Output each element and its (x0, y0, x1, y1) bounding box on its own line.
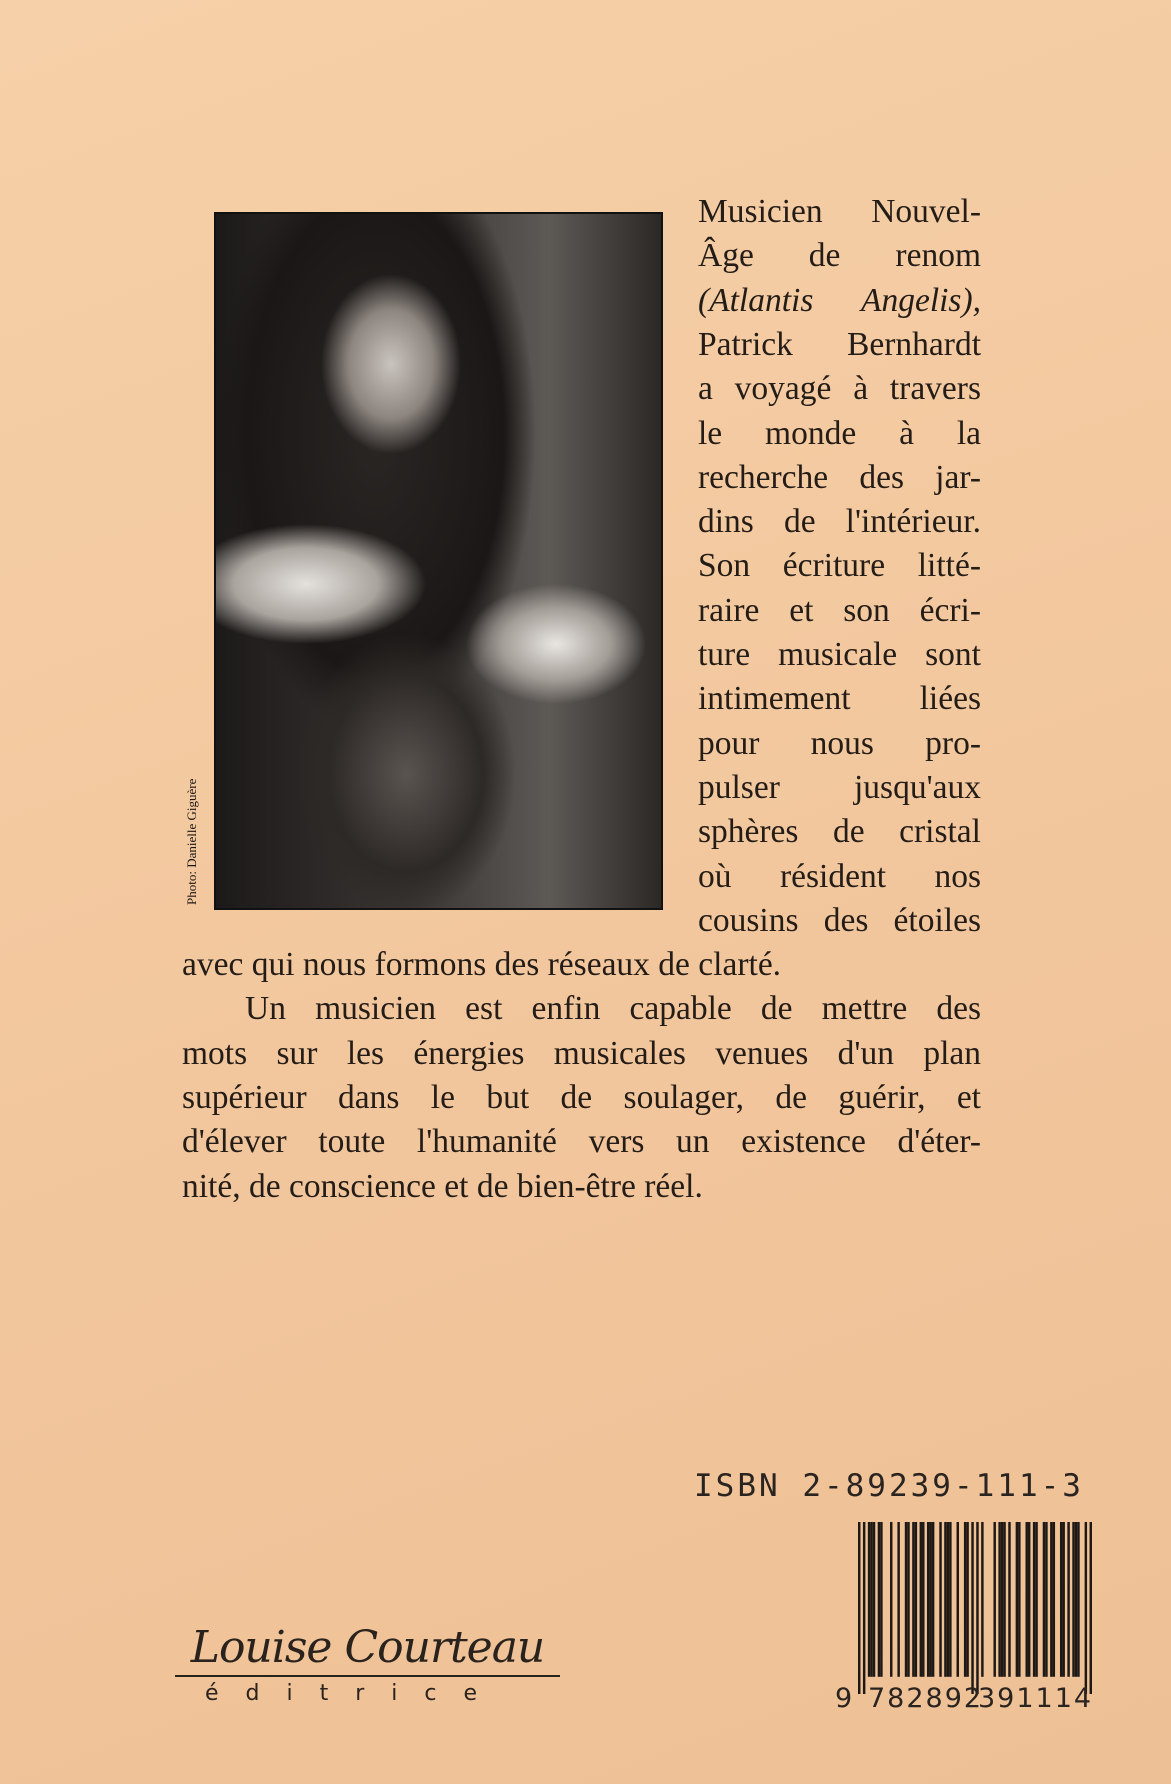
barcode-bar (1028, 1522, 1030, 1677)
barcode-bar (1035, 1522, 1037, 1677)
barcode-bar (870, 1522, 872, 1677)
text-line: Un musicien est enfin capable de mettre des (245, 990, 981, 1028)
logo-divider (175, 1675, 560, 1677)
text-line: Musicien Nouvel- (698, 193, 981, 230)
author-photo (214, 212, 663, 910)
barcode-bar (1025, 1522, 1027, 1677)
barcode-first-digit: 9 (835, 1683, 853, 1714)
barcode-bar (1077, 1522, 1079, 1677)
barcode-bar (868, 1522, 870, 1677)
barcode-bar (890, 1522, 892, 1677)
barcode-bar (1067, 1522, 1069, 1677)
barcode-bar (929, 1522, 931, 1677)
barcode-bar (920, 1522, 922, 1677)
barcode-bar (1062, 1522, 1064, 1677)
isbn: ISBN 2-89239-111-3 (694, 1468, 1084, 1504)
barcode-bar (957, 1522, 959, 1677)
text-line: Son écriture litté- (698, 547, 981, 585)
text-line: le monde à la (698, 414, 981, 452)
text-line: nité, de conscience et de bien-être réel. (182, 1167, 703, 1205)
barcode-bar (922, 1522, 924, 1677)
barcode-bar (998, 1522, 1000, 1677)
publisher-subtitle: éditrice (205, 1681, 505, 1706)
barcode-bar (880, 1522, 882, 1677)
barcode-bar (912, 1522, 914, 1677)
barcode-bar (1018, 1522, 1020, 1677)
barcode-bar (1003, 1522, 1005, 1677)
barcode-bar (939, 1522, 941, 1677)
barcode-bar (907, 1522, 909, 1677)
barcode-bar (1016, 1522, 1018, 1677)
barcode-bar (976, 1522, 978, 1694)
barcode-bar (1090, 1522, 1092, 1694)
text-line: pulser jusqu'aux (698, 768, 981, 806)
barcode (858, 1522, 1092, 1694)
barcode-bar (1053, 1522, 1055, 1677)
barcode-bar (1072, 1522, 1074, 1677)
barcode-bar (905, 1522, 907, 1677)
barcode-bar (947, 1522, 949, 1677)
barcode-bar (971, 1522, 973, 1694)
barcode-bar (927, 1522, 929, 1677)
barcode-bar (1050, 1522, 1052, 1677)
barcode-bar (964, 1522, 966, 1677)
text-line: supérieur dans le but de soulager, de guérir, et (182, 1078, 981, 1116)
barcode-bar (932, 1522, 934, 1677)
publisher-name: Louise Courteau (190, 1622, 545, 1673)
barcode-bar (1060, 1522, 1062, 1677)
text-line: Patrick Bernhardt (698, 325, 981, 363)
text-line: pour nous pro- (698, 724, 981, 762)
photo-credit: Photo: Danielle Giguère (184, 778, 199, 905)
barcode-bar (1033, 1522, 1035, 1677)
text-line: Âge de renom (698, 237, 981, 275)
text-line: avec qui nous formons des réseaux de clarté. (182, 946, 782, 983)
text-line: recherche des jar- (698, 458, 981, 496)
barcode-left-digits: 782892 (868, 1683, 984, 1714)
text-line: a voyagé à travers (698, 370, 981, 408)
barcode-bar (1075, 1522, 1077, 1677)
text-line: (Atlantis Angelis), (698, 281, 981, 319)
barcode-bar (1043, 1522, 1045, 1677)
text-line: raire et son écri- (698, 591, 981, 629)
text-line: sphères de cristal (698, 813, 981, 851)
barcode-bar (878, 1522, 880, 1677)
barcode-bar (1008, 1522, 1010, 1677)
text-line: où résident nos (698, 857, 981, 895)
barcode-bar (1085, 1522, 1087, 1694)
barcode-bar (944, 1522, 946, 1677)
text-line: ture musicale sont (698, 636, 981, 673)
barcode-bar (863, 1522, 865, 1694)
barcode-bar (1045, 1522, 1047, 1677)
barcode-bar (966, 1522, 968, 1677)
text-line: mots sur les énergies musicales venues d'un plan (182, 1034, 981, 1072)
barcode-bar (949, 1522, 951, 1677)
text-line: dins de l'intérieur. (698, 503, 981, 541)
barcode-bar (873, 1522, 875, 1677)
publisher-logo (175, 1622, 560, 1706)
barcode-right-digits: 391114 (978, 1683, 1094, 1714)
barcode-bar (897, 1522, 899, 1677)
barcode-bar (981, 1522, 983, 1677)
text-line: d'élever toute l'humanité vers un existence d'éter- (182, 1123, 981, 1161)
barcode-bar (858, 1522, 860, 1694)
text-line: cousins des étoiles (698, 901, 981, 939)
barcode-bar (915, 1522, 917, 1677)
barcode-bar (1001, 1522, 1003, 1677)
barcode-bar (993, 1522, 995, 1677)
text-line: intimement liées (698, 680, 981, 718)
